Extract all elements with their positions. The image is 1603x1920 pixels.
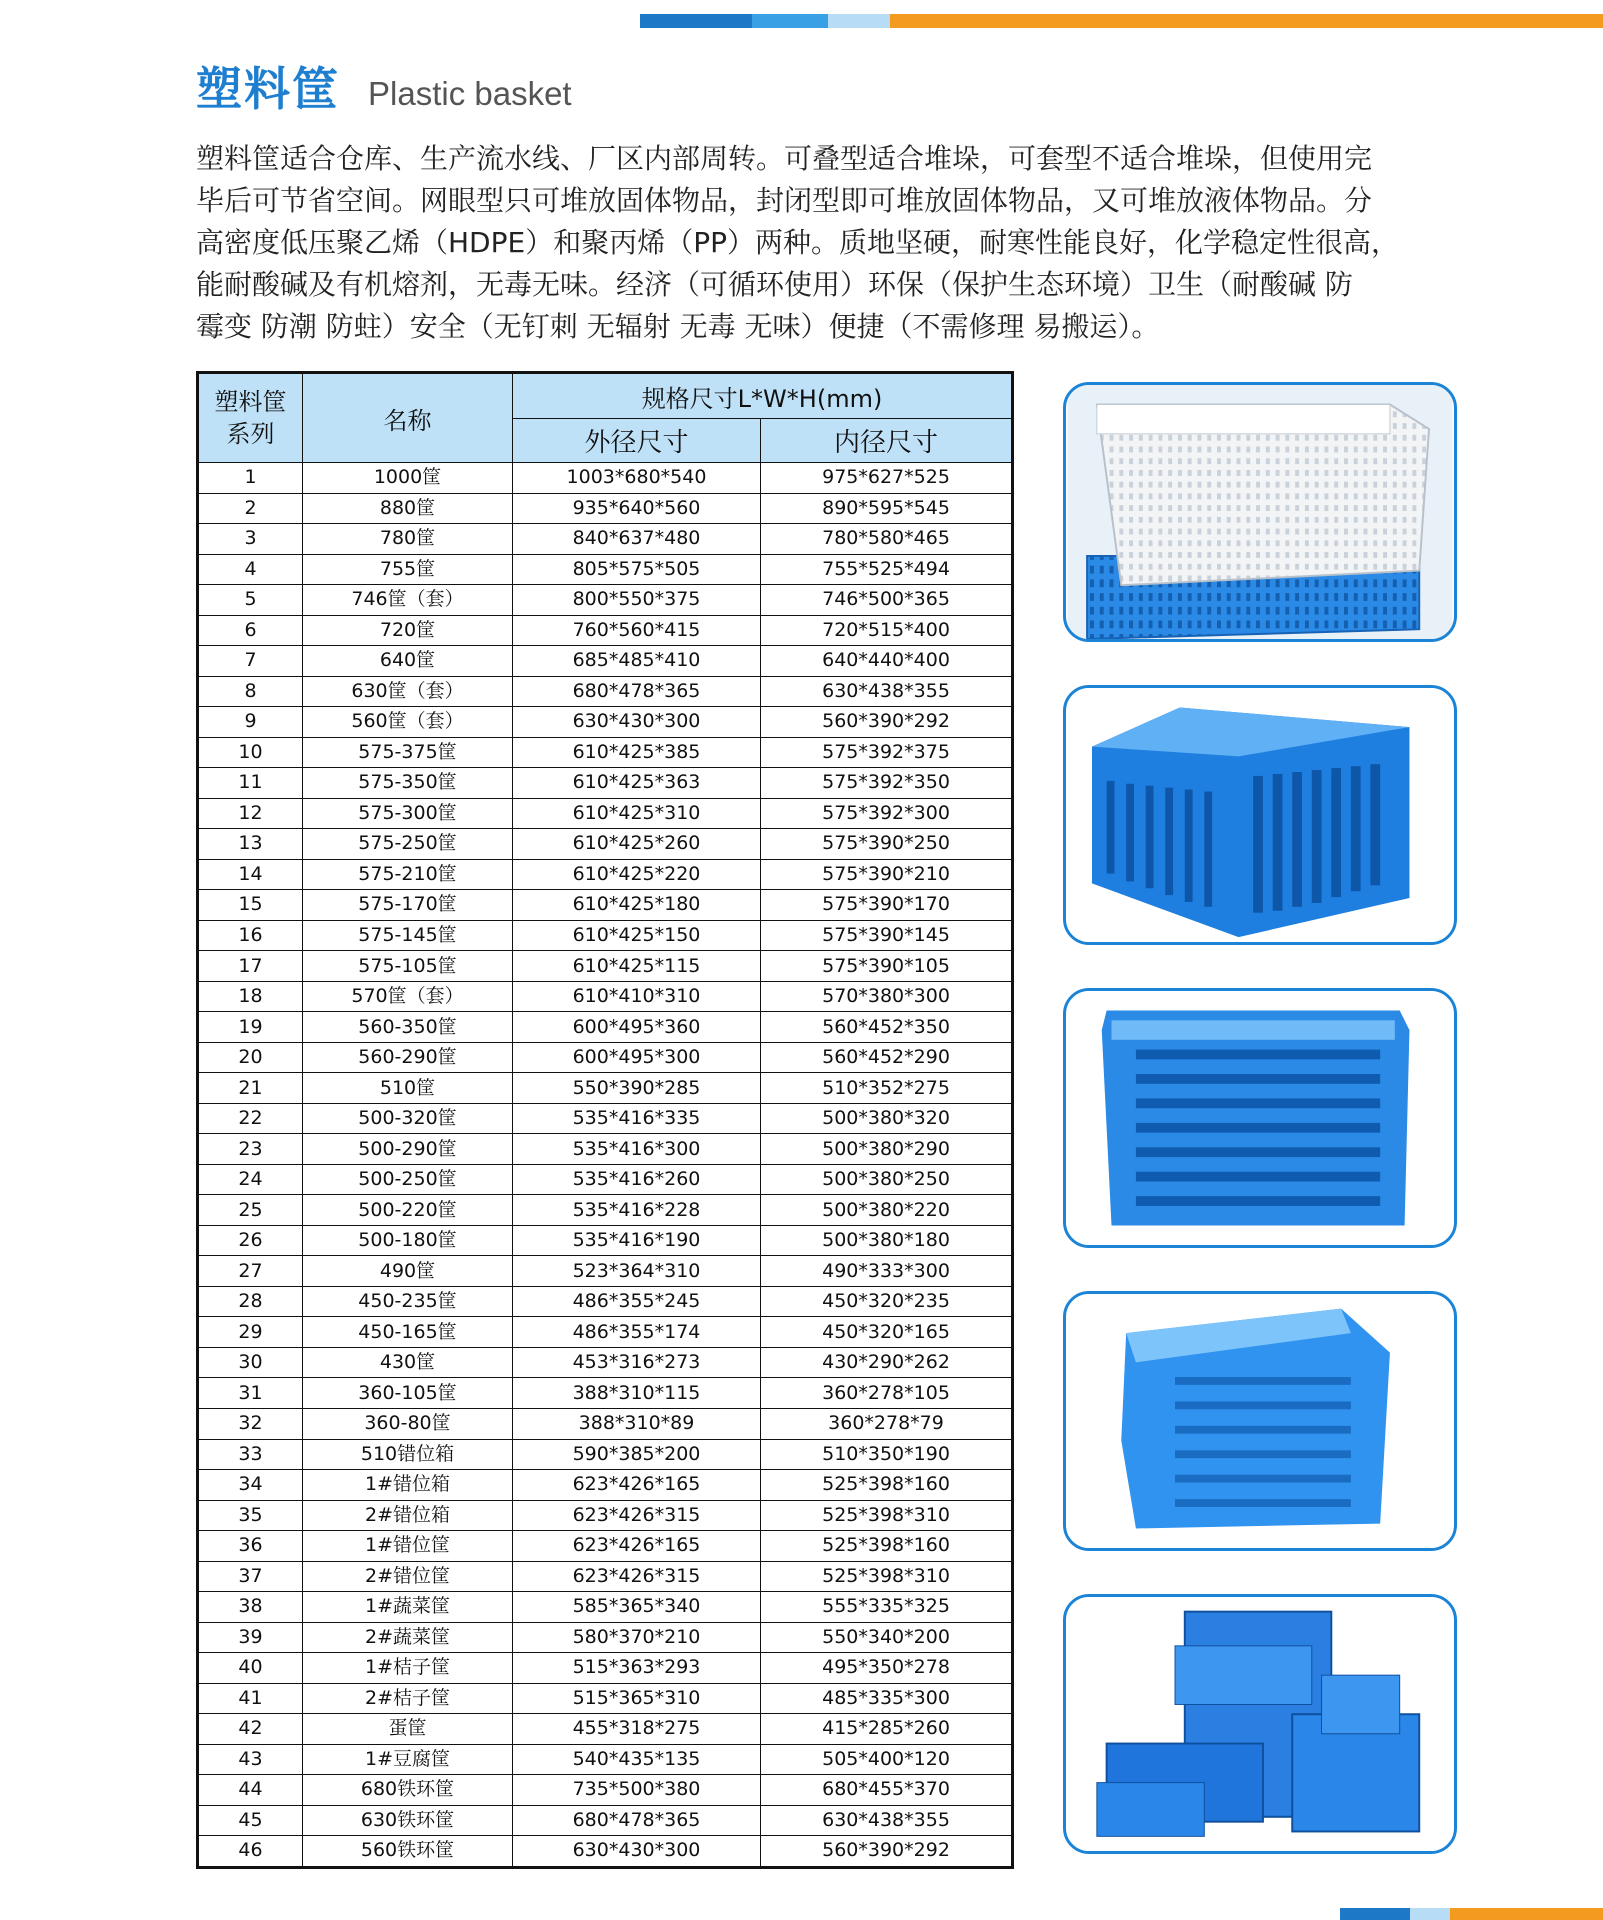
cell-inner: 780*580*465 bbox=[761, 524, 1013, 555]
cell-inner: 525*398*160 bbox=[761, 1531, 1013, 1562]
cell-name: 575-300筐 bbox=[303, 798, 513, 829]
cell-inner: 550*340*200 bbox=[761, 1622, 1013, 1653]
cell-inner: 495*350*278 bbox=[761, 1653, 1013, 1684]
cell-outer: 486*355*174 bbox=[513, 1317, 761, 1348]
table-row bbox=[198, 1653, 1013, 1684]
cell-name: 360-80筐 bbox=[303, 1408, 513, 1439]
table-row bbox=[198, 1164, 1013, 1195]
cell-outer: 590*385*200 bbox=[513, 1439, 761, 1470]
bottom-bar-segment bbox=[1450, 1908, 1603, 1920]
cell-name: 2#错位筐 bbox=[303, 1561, 513, 1592]
cell-inner: 500*380*180 bbox=[761, 1225, 1013, 1256]
table-row bbox=[198, 1714, 1013, 1745]
cell-name: 1#蔬菜筐 bbox=[303, 1592, 513, 1623]
cell-inner: 575*390*105 bbox=[761, 951, 1013, 982]
cell-name: 500-220筐 bbox=[303, 1195, 513, 1226]
cell-name: 560筐（套） bbox=[303, 707, 513, 738]
cell-series: 8 bbox=[198, 676, 303, 707]
table-row bbox=[198, 1561, 1013, 1592]
table-row bbox=[198, 1042, 1013, 1073]
cell-series: 36 bbox=[198, 1531, 303, 1562]
cell-outer: 630*430*300 bbox=[513, 1836, 761, 1868]
cell-series: 44 bbox=[198, 1775, 303, 1806]
cell-outer: 535*416*190 bbox=[513, 1225, 761, 1256]
product-photo-card bbox=[1063, 1291, 1457, 1551]
bottom-bar-segment bbox=[1410, 1908, 1450, 1920]
cell-inner: 746*500*365 bbox=[761, 585, 1013, 616]
cell-name: 720筐 bbox=[303, 615, 513, 646]
cell-outer: 600*495*300 bbox=[513, 1042, 761, 1073]
intro-line: 塑料筐适合仓库、生产流水线、厂区内部周转。可叠型适合堆垛，可套型不适合堆垛，但使用完 bbox=[196, 142, 1373, 175]
cell-name: 560-290筐 bbox=[303, 1042, 513, 1073]
cell-inner: 890*595*545 bbox=[761, 493, 1013, 524]
cell-name: 450-165筐 bbox=[303, 1317, 513, 1348]
cell-outer: 535*416*300 bbox=[513, 1134, 761, 1165]
cell-series: 43 bbox=[198, 1744, 303, 1775]
cell-inner: 560*452*350 bbox=[761, 1012, 1013, 1043]
cell-outer: 535*416*260 bbox=[513, 1164, 761, 1195]
cell-series: 28 bbox=[198, 1286, 303, 1317]
cell-outer: 623*426*165 bbox=[513, 1470, 761, 1501]
table-row bbox=[198, 1286, 1013, 1317]
cell-name: 575-210筐 bbox=[303, 859, 513, 890]
cell-inner: 430*290*262 bbox=[761, 1347, 1013, 1378]
cell-series: 17 bbox=[198, 951, 303, 982]
cell-series: 23 bbox=[198, 1134, 303, 1165]
cell-series: 35 bbox=[198, 1500, 303, 1531]
table-row bbox=[198, 524, 1013, 555]
table-row bbox=[198, 1775, 1013, 1806]
cell-series: 15 bbox=[198, 890, 303, 921]
blue-crate-front-image bbox=[1066, 991, 1454, 1245]
cell-series: 4 bbox=[198, 554, 303, 585]
cell-name: 450-235筐 bbox=[303, 1286, 513, 1317]
cell-inner: 525*398*310 bbox=[761, 1561, 1013, 1592]
cell-series: 45 bbox=[198, 1805, 303, 1836]
cell-series: 21 bbox=[198, 1073, 303, 1104]
cell-series: 11 bbox=[198, 768, 303, 799]
cell-outer: 680*478*365 bbox=[513, 676, 761, 707]
cell-series: 26 bbox=[198, 1225, 303, 1256]
cell-inner: 555*335*325 bbox=[761, 1592, 1013, 1623]
cell-name: 500-290筐 bbox=[303, 1134, 513, 1165]
product-photo-card bbox=[1063, 685, 1457, 945]
table-row bbox=[198, 1317, 1013, 1348]
top-bar-segment bbox=[640, 14, 752, 28]
cell-series: 7 bbox=[198, 646, 303, 677]
cell-series: 13 bbox=[198, 829, 303, 860]
table-row bbox=[198, 1836, 1013, 1868]
cell-outer: 535*416*335 bbox=[513, 1103, 761, 1134]
cell-series: 40 bbox=[198, 1653, 303, 1684]
cell-outer: 610*425*310 bbox=[513, 798, 761, 829]
cell-outer: 623*426*165 bbox=[513, 1531, 761, 1562]
stacked-crates-image bbox=[1066, 385, 1454, 639]
cell-name: 500-250筐 bbox=[303, 1164, 513, 1195]
cell-name: 2#桔子筐 bbox=[303, 1683, 513, 1714]
cell-outer: 388*310*89 bbox=[513, 1408, 761, 1439]
cell-outer: 935*640*560 bbox=[513, 493, 761, 524]
cell-series: 16 bbox=[198, 920, 303, 951]
cell-inner: 575*392*300 bbox=[761, 798, 1013, 829]
cell-name: 1#豆腐筐 bbox=[303, 1744, 513, 1775]
table-row bbox=[198, 859, 1013, 890]
cell-inner: 500*380*290 bbox=[761, 1134, 1013, 1165]
cell-outer: 388*310*115 bbox=[513, 1378, 761, 1409]
table-row bbox=[198, 1408, 1013, 1439]
table-row bbox=[198, 829, 1013, 860]
cell-outer: 630*430*300 bbox=[513, 707, 761, 738]
table-row bbox=[198, 981, 1013, 1012]
product-photo-card bbox=[1063, 382, 1457, 642]
cell-name: 630筐（套） bbox=[303, 676, 513, 707]
cell-series: 14 bbox=[198, 859, 303, 890]
cell-series: 2 bbox=[198, 493, 303, 524]
cell-name: 575-250筐 bbox=[303, 829, 513, 860]
table-row bbox=[198, 768, 1013, 799]
cell-series: 42 bbox=[198, 1714, 303, 1745]
intro-line: 能耐酸碱及有机熔剂，无毒无味。经济（可循环使用）环保（保护生态环境）卫生（耐酸碱 防 bbox=[196, 268, 1353, 301]
cell-series: 30 bbox=[198, 1347, 303, 1378]
cell-name: 560-350筐 bbox=[303, 1012, 513, 1043]
header-name: 名称 bbox=[303, 373, 513, 463]
table-row bbox=[198, 1134, 1013, 1165]
cell-outer: 623*426*315 bbox=[513, 1500, 761, 1531]
cell-name: 575-170筐 bbox=[303, 890, 513, 921]
cell-inner: 560*390*292 bbox=[761, 1836, 1013, 1868]
cell-outer: 486*355*245 bbox=[513, 1286, 761, 1317]
cell-inner: 575*390*250 bbox=[761, 829, 1013, 860]
cell-inner: 450*320*165 bbox=[761, 1317, 1013, 1348]
header-spec: 规格尺寸L*W*H(mm) bbox=[513, 373, 1013, 419]
cell-inner: 575*390*170 bbox=[761, 890, 1013, 921]
cell-series: 6 bbox=[198, 615, 303, 646]
cell-name: 575-105筐 bbox=[303, 951, 513, 982]
cell-inner: 500*380*220 bbox=[761, 1195, 1013, 1226]
table-row bbox=[198, 1683, 1013, 1714]
cell-inner: 630*438*355 bbox=[761, 1805, 1013, 1836]
table-row bbox=[198, 1622, 1013, 1653]
cell-name: 1#桔子筐 bbox=[303, 1653, 513, 1684]
header-series-line1: 塑料筐 bbox=[214, 388, 287, 416]
table-row bbox=[198, 463, 1013, 494]
cell-inner: 485*335*300 bbox=[761, 1683, 1013, 1714]
cell-inner: 510*350*190 bbox=[761, 1439, 1013, 1470]
cell-inner: 720*515*400 bbox=[761, 615, 1013, 646]
table-row bbox=[198, 798, 1013, 829]
cell-name: 575-145筐 bbox=[303, 920, 513, 951]
cell-outer: 453*316*273 bbox=[513, 1347, 761, 1378]
cell-name: 746筐（套） bbox=[303, 585, 513, 616]
cell-inner: 500*380*320 bbox=[761, 1103, 1013, 1134]
crate-assortment-image bbox=[1066, 1597, 1454, 1851]
cell-outer: 540*435*135 bbox=[513, 1744, 761, 1775]
cell-series: 37 bbox=[198, 1561, 303, 1592]
title-chinese: 塑料筐 bbox=[196, 62, 340, 116]
cell-outer: 610*425*150 bbox=[513, 920, 761, 951]
cell-inner: 630*438*355 bbox=[761, 676, 1013, 707]
cell-name: 490筐 bbox=[303, 1256, 513, 1287]
bottom-bar-segment bbox=[1340, 1908, 1410, 1920]
cell-outer: 610*425*363 bbox=[513, 768, 761, 799]
table-row bbox=[198, 1195, 1013, 1226]
cell-name: 430筐 bbox=[303, 1347, 513, 1378]
cell-inner: 560*390*292 bbox=[761, 707, 1013, 738]
product-photo-card bbox=[1063, 988, 1457, 1248]
cell-series: 9 bbox=[198, 707, 303, 738]
table-row bbox=[198, 920, 1013, 951]
cell-name: 755筐 bbox=[303, 554, 513, 585]
table-row bbox=[198, 1500, 1013, 1531]
top-bar-segment bbox=[828, 14, 890, 28]
top-bar-segment bbox=[752, 14, 828, 28]
cell-series: 1 bbox=[198, 463, 303, 494]
header-outer: 外径尺寸 bbox=[513, 419, 761, 463]
cell-series: 33 bbox=[198, 1439, 303, 1470]
cell-outer: 805*575*505 bbox=[513, 554, 761, 585]
cell-outer: 610*410*310 bbox=[513, 981, 761, 1012]
cell-inner: 575*392*375 bbox=[761, 737, 1013, 768]
cell-inner: 505*400*120 bbox=[761, 1744, 1013, 1775]
cell-series: 19 bbox=[198, 1012, 303, 1043]
table-row bbox=[198, 1256, 1013, 1287]
spec-table bbox=[196, 371, 1014, 1869]
table-row bbox=[198, 676, 1013, 707]
cell-name: 575-375筐 bbox=[303, 737, 513, 768]
cell-name: 2#错位箱 bbox=[303, 1500, 513, 1531]
cell-inner: 680*455*370 bbox=[761, 1775, 1013, 1806]
cell-series: 20 bbox=[198, 1042, 303, 1073]
cell-name: 640筐 bbox=[303, 646, 513, 677]
cell-outer: 455*318*275 bbox=[513, 1714, 761, 1745]
cell-inner: 415*285*260 bbox=[761, 1714, 1013, 1745]
table-row bbox=[198, 1439, 1013, 1470]
cell-name: 500-320筐 bbox=[303, 1103, 513, 1134]
cell-outer: 535*416*228 bbox=[513, 1195, 761, 1226]
table-row bbox=[198, 1378, 1013, 1409]
table-row bbox=[198, 1744, 1013, 1775]
cell-name: 510错位箱 bbox=[303, 1439, 513, 1470]
cell-outer: 623*426*315 bbox=[513, 1561, 761, 1592]
cell-inner: 975*627*525 bbox=[761, 463, 1013, 494]
cell-inner: 525*398*160 bbox=[761, 1470, 1013, 1501]
cell-inner: 360*278*79 bbox=[761, 1408, 1013, 1439]
cell-outer: 585*365*340 bbox=[513, 1592, 761, 1623]
cell-inner: 525*398*310 bbox=[761, 1500, 1013, 1531]
table-row bbox=[198, 554, 1013, 585]
cell-outer: 735*500*380 bbox=[513, 1775, 761, 1806]
cell-outer: 610*425*180 bbox=[513, 890, 761, 921]
cell-series: 10 bbox=[198, 737, 303, 768]
table-row bbox=[198, 890, 1013, 921]
cell-series: 34 bbox=[198, 1470, 303, 1501]
top-bar-segment bbox=[890, 14, 1603, 28]
blue-crate-image bbox=[1066, 688, 1454, 942]
cell-name: 510筐 bbox=[303, 1073, 513, 1104]
cell-outer: 680*478*365 bbox=[513, 1805, 761, 1836]
cell-series: 12 bbox=[198, 798, 303, 829]
table-row bbox=[198, 1531, 1013, 1562]
cell-series: 22 bbox=[198, 1103, 303, 1134]
cell-inner: 755*525*494 bbox=[761, 554, 1013, 585]
cell-series: 3 bbox=[198, 524, 303, 555]
cell-outer: 600*495*360 bbox=[513, 1012, 761, 1043]
table-row bbox=[198, 1805, 1013, 1836]
cell-name: 1000筐 bbox=[303, 463, 513, 494]
cell-name: 500-180筐 bbox=[303, 1225, 513, 1256]
bottom-color-bar bbox=[1340, 1908, 1603, 1920]
cell-outer: 580*370*210 bbox=[513, 1622, 761, 1653]
table-row bbox=[198, 646, 1013, 677]
title-english: Plastic basket bbox=[368, 74, 572, 112]
cell-name: 360-105筐 bbox=[303, 1378, 513, 1409]
cell-inner: 575*392*350 bbox=[761, 768, 1013, 799]
cell-inner: 360*278*105 bbox=[761, 1378, 1013, 1409]
cell-outer: 1003*680*540 bbox=[513, 463, 761, 494]
page-title bbox=[196, 62, 572, 116]
cell-name: 780筐 bbox=[303, 524, 513, 555]
cell-inner: 510*352*275 bbox=[761, 1073, 1013, 1104]
cell-series: 41 bbox=[198, 1683, 303, 1714]
cell-inner: 490*333*300 bbox=[761, 1256, 1013, 1287]
table-row bbox=[198, 1347, 1013, 1378]
cell-name: 560铁环筐 bbox=[303, 1836, 513, 1868]
cell-name: 880筐 bbox=[303, 493, 513, 524]
cell-name: 1#错位筐 bbox=[303, 1531, 513, 1562]
cell-outer: 610*425*220 bbox=[513, 859, 761, 890]
cell-inner: 640*440*400 bbox=[761, 646, 1013, 677]
cell-series: 46 bbox=[198, 1836, 303, 1868]
table-row bbox=[198, 707, 1013, 738]
cell-outer: 610*425*385 bbox=[513, 737, 761, 768]
blue-crate-side-image bbox=[1066, 1294, 1454, 1548]
table-row bbox=[198, 615, 1013, 646]
cell-outer: 523*364*310 bbox=[513, 1256, 761, 1287]
cell-outer: 800*550*375 bbox=[513, 585, 761, 616]
table-row bbox=[198, 1225, 1013, 1256]
cell-outer: 550*390*285 bbox=[513, 1073, 761, 1104]
cell-series: 29 bbox=[198, 1317, 303, 1348]
header-series-line2: 系列 bbox=[226, 420, 275, 448]
cell-series: 27 bbox=[198, 1256, 303, 1287]
cell-outer: 610*425*260 bbox=[513, 829, 761, 860]
cell-series: 5 bbox=[198, 585, 303, 616]
cell-series: 24 bbox=[198, 1164, 303, 1195]
intro-paragraph bbox=[196, 138, 1476, 348]
table-row bbox=[198, 1470, 1013, 1501]
table-row bbox=[198, 1103, 1013, 1134]
table-row bbox=[198, 737, 1013, 768]
cell-inner: 575*390*145 bbox=[761, 920, 1013, 951]
cell-inner: 450*320*235 bbox=[761, 1286, 1013, 1317]
cell-name: 蛋筐 bbox=[303, 1714, 513, 1745]
cell-inner: 560*452*290 bbox=[761, 1042, 1013, 1073]
table-row bbox=[198, 585, 1013, 616]
table-row bbox=[198, 1073, 1013, 1104]
cell-series: 38 bbox=[198, 1592, 303, 1623]
cell-inner: 570*380*300 bbox=[761, 981, 1013, 1012]
cell-name: 570筐（套） bbox=[303, 981, 513, 1012]
cell-outer: 610*425*115 bbox=[513, 951, 761, 982]
intro-line: 高密度低压聚乙烯（HDPE）和聚丙烯（PP）两种。质地坚硬，耐寒性能良好，化学稳定性很高， bbox=[196, 226, 1399, 259]
product-photo-card bbox=[1063, 1594, 1457, 1854]
table-row bbox=[198, 951, 1013, 982]
cell-inner: 500*380*250 bbox=[761, 1164, 1013, 1195]
header-series bbox=[198, 373, 303, 463]
cell-name: 680铁环筐 bbox=[303, 1775, 513, 1806]
cell-outer: 515*363*293 bbox=[513, 1653, 761, 1684]
cell-outer: 760*560*415 bbox=[513, 615, 761, 646]
cell-series: 25 bbox=[198, 1195, 303, 1226]
table-row bbox=[198, 1012, 1013, 1043]
cell-series: 39 bbox=[198, 1622, 303, 1653]
cell-outer: 685*485*410 bbox=[513, 646, 761, 677]
intro-line: 霉变 防潮 防蛀）安全（无钉刺 无辐射 无毒 无味）便捷（不需修理 易搬运）。 bbox=[196, 310, 1160, 343]
cell-name: 2#蔬菜筐 bbox=[303, 1622, 513, 1653]
intro-line: 毕后可节省空间。网眼型只可堆放固体物品，封闭型即可堆放固体物品，又可堆放液体物品。分 bbox=[196, 184, 1373, 217]
cell-name: 575-350筐 bbox=[303, 768, 513, 799]
cell-series: 31 bbox=[198, 1378, 303, 1409]
top-color-bar bbox=[640, 14, 1603, 28]
cell-outer: 840*637*480 bbox=[513, 524, 761, 555]
cell-inner: 575*390*210 bbox=[761, 859, 1013, 890]
table-row bbox=[198, 1592, 1013, 1623]
cell-name: 630铁环筐 bbox=[303, 1805, 513, 1836]
cell-series: 32 bbox=[198, 1408, 303, 1439]
cell-outer: 515*365*310 bbox=[513, 1683, 761, 1714]
header-inner: 内径尺寸 bbox=[761, 419, 1013, 463]
spec-table-body bbox=[198, 463, 1013, 1868]
cell-name: 1#错位箱 bbox=[303, 1470, 513, 1501]
cell-series: 18 bbox=[198, 981, 303, 1012]
table-row bbox=[198, 493, 1013, 524]
